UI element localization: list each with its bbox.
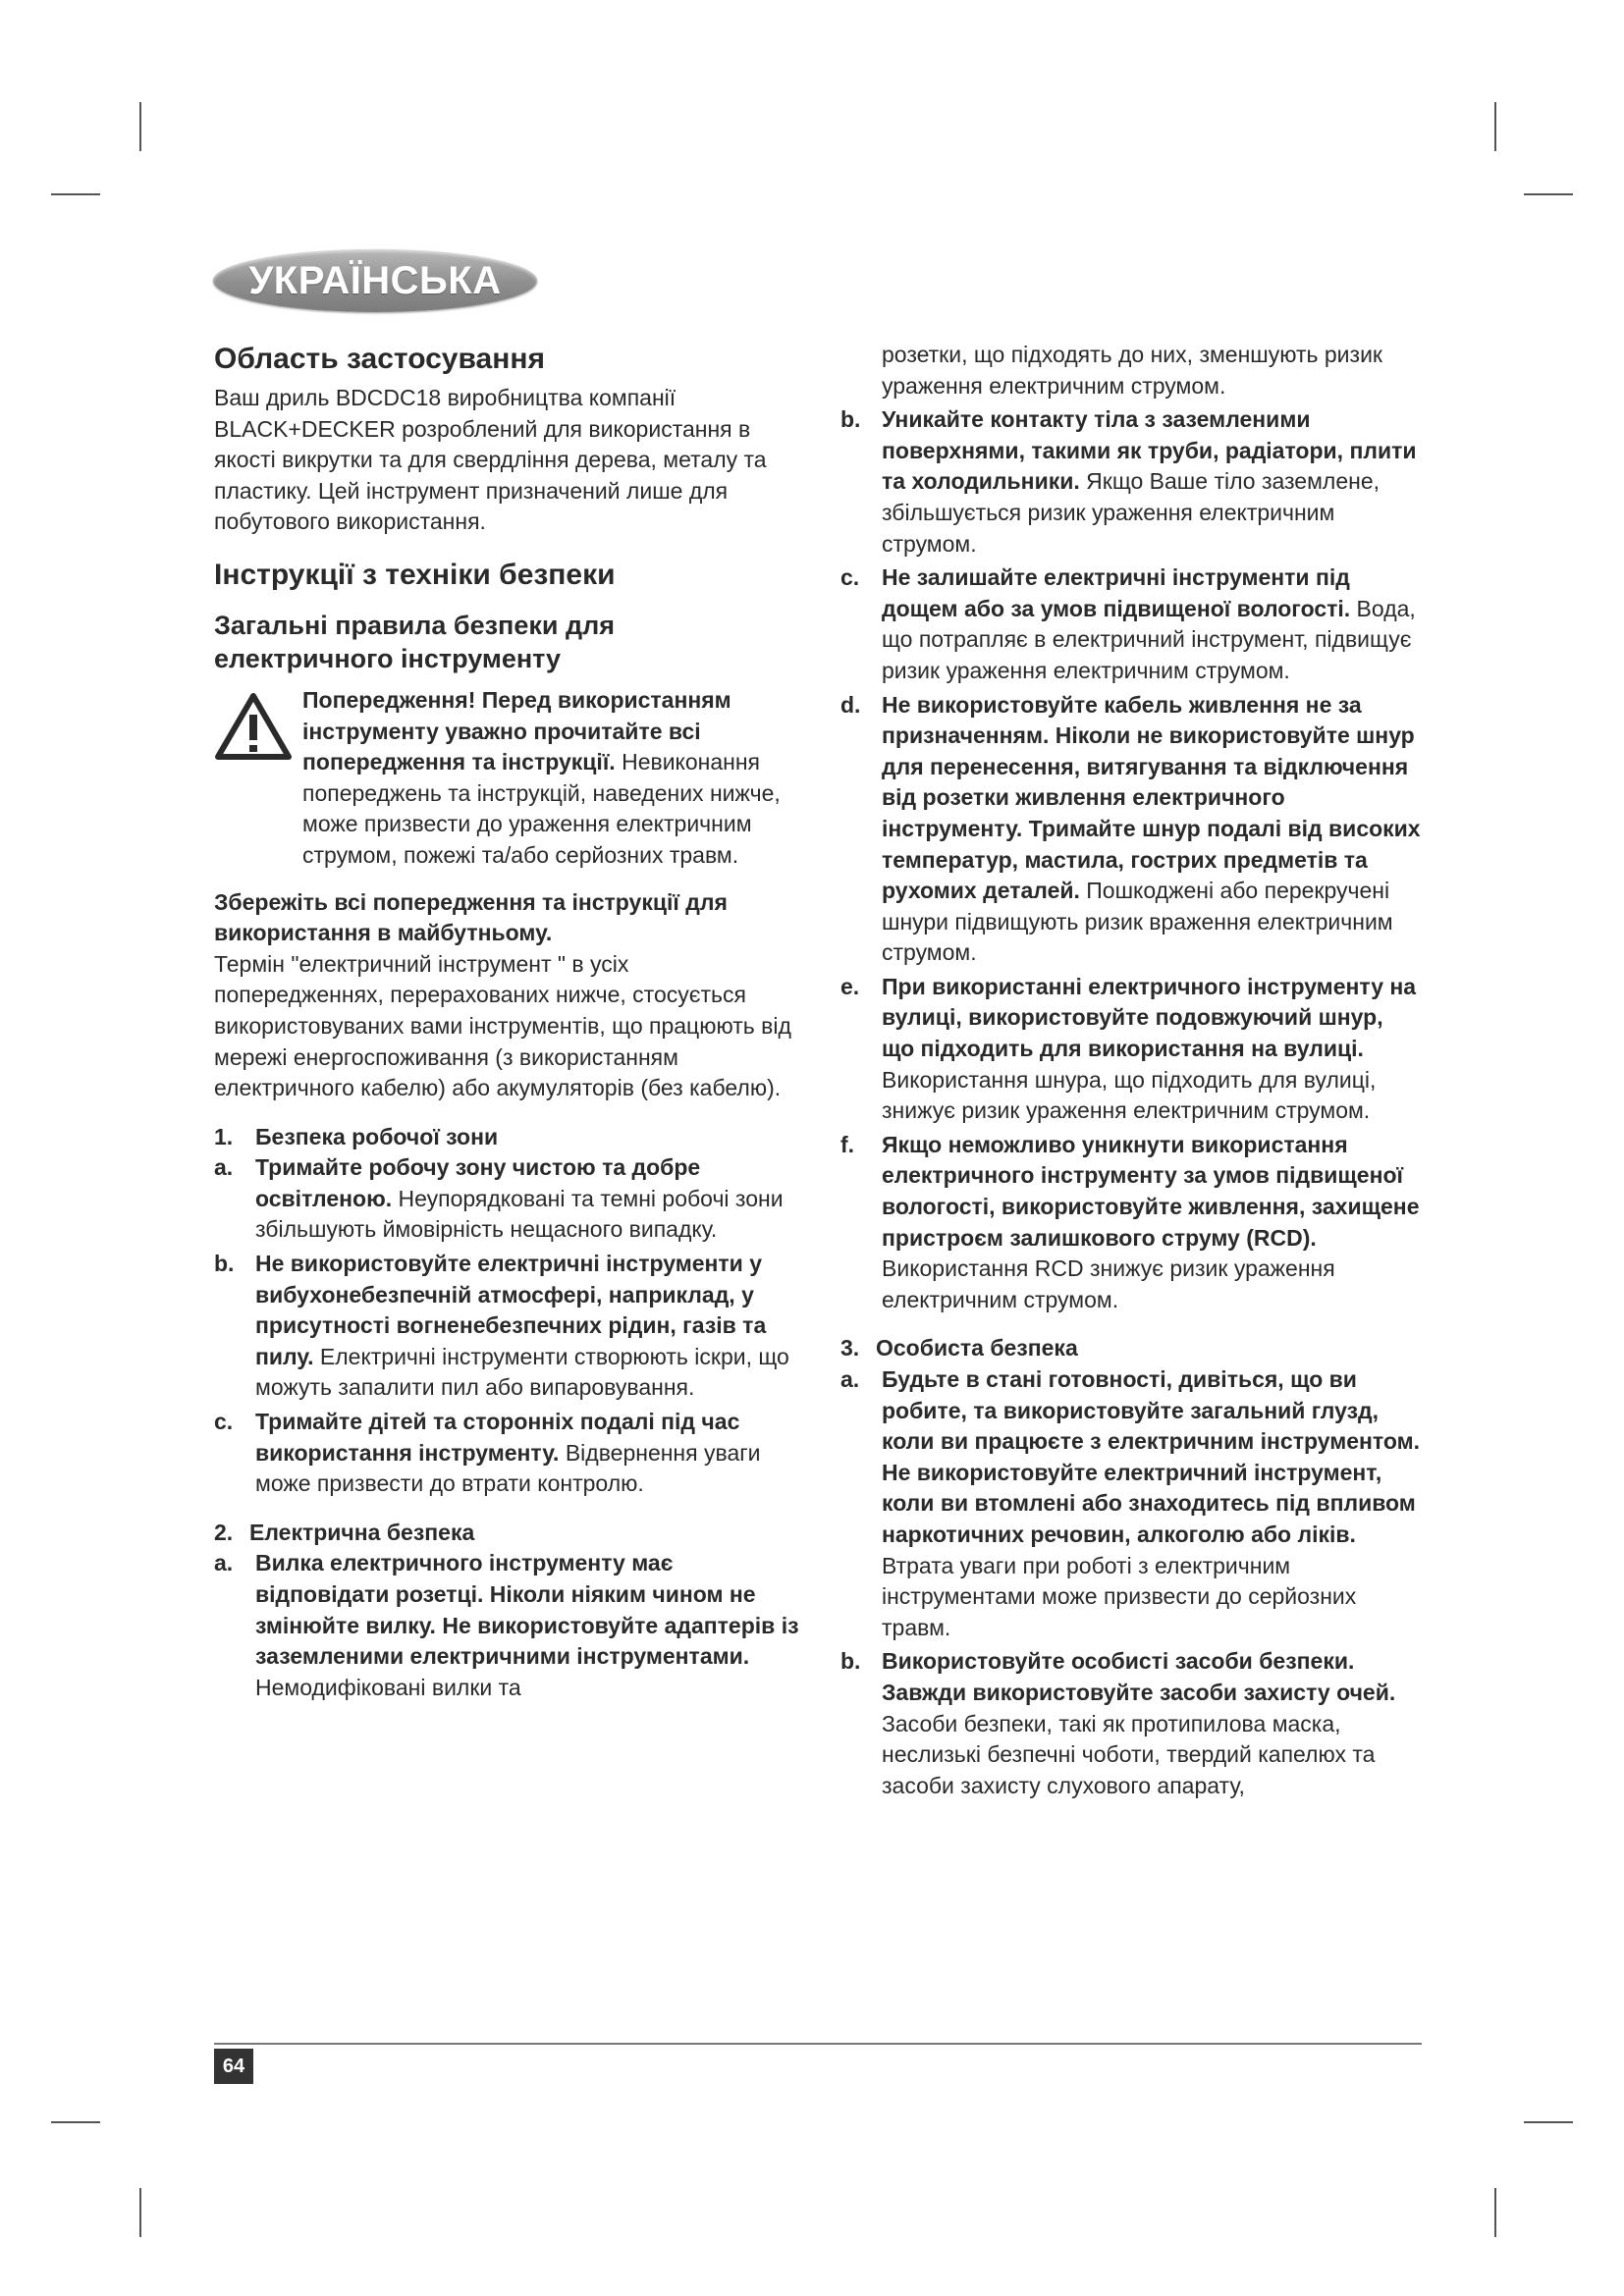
item-text: Вода, що потрапляє в електричний інструмент, підвищує ризик ураження електричним струмом. <box>882 595 1416 683</box>
section-3-heading <box>840 1333 1422 1364</box>
crop-mark <box>139 102 141 151</box>
crop-mark <box>1524 2121 1573 2123</box>
list-item <box>214 1407 801 1500</box>
safety-instructions-heading: Інструкції з техніки безпеки <box>214 558 616 591</box>
item-text: Використання шнура, що підходить для вулиці, знижує ризик ураження електричним струмом. <box>882 1066 1377 1124</box>
list-item <box>840 1364 1422 1643</box>
warning-triangle-icon <box>214 691 293 762</box>
item-bold: Уникайте контакту тіла з заземленими поверхнями, такими як труби, радіатори, плити та холодильники. <box>882 406 1417 495</box>
item-letter: e. <box>840 973 860 999</box>
item-bold: Тримайте дітей та сторонніх подалі під час використання інструменту. <box>255 1409 740 1466</box>
list-item-continuation <box>840 340 1422 401</box>
list-item <box>214 1249 801 1404</box>
item-text: Електричні інструменти створюють іскри, що можуть запалити пил або випаровування. <box>255 1343 789 1401</box>
item-letter: a. <box>214 1550 234 1576</box>
section-2-number: 2. <box>214 1519 234 1545</box>
item-bold: Не використовуйте електричні інструменти у вибухонебезпечній атмосфері, наприклад, у присутності вогненебезпечних рідин, газів та пилу. <box>255 1251 767 1369</box>
section-2-heading <box>214 1518 801 1549</box>
section-1-title: Безпека робочої зони <box>255 1123 499 1149</box>
item-bold: Будьте в стані готовності, дивіться, що ви робите, та використовуйте загальний глузд, коли ви працюєте з електричним інструментом. Не використовуйте електричний інструмент, коли ви втомлені або знаходитесь під впливом наркотичних речовин, алкоголю або ліків. <box>882 1366 1421 1547</box>
item-letter: a. <box>214 1154 234 1181</box>
item-text: Використання RCD знижує ризик ураження електричним струмом. <box>882 1255 1335 1312</box>
item-letter: b. <box>840 406 861 433</box>
section-3-number: 3. <box>840 1335 860 1362</box>
item-text: Пошкоджені або перекручені шнури підвищують ризик враження електричним струмом. <box>882 878 1393 966</box>
section-1-number: 1. <box>214 1123 234 1149</box>
warning-text <box>302 685 801 872</box>
item-text: Засоби безпеки, такі як протипилова маска, неслизькі безпечні чоботи, твердий капелюх та засоби захисту слухового апарату, <box>882 1710 1376 1798</box>
item-text: Немодифіковані вилки та <box>255 1674 521 1700</box>
section-2-title: Електрична безпека <box>249 1519 475 1545</box>
intended-use-text: Ваш дриль BDCDC18 виробництва компанії BLACK+DECKER розроблений для використання в якості викрутки та для свердління дерева, металу та пластику. Цей інструмент призначений лише для побутового використання. <box>214 385 767 535</box>
save-instructions-text: Термін "електричний інструмент " в усіх попередженнях, перерахованих нижче, стосується використовуваних вами інструментів, що працюють від мережі енергоспоживання (з використанням електричного кабелю) або акумуляторів (без кабелю). <box>214 950 791 1101</box>
crop-mark <box>51 2121 100 2123</box>
item-bold: Якщо неможливо уникнути використання електричного інструменту за умов підвищеної вологості, використовуйте живлення, захищене пристроєм залишкового струму (RCD). <box>882 1131 1420 1251</box>
left-column <box>214 340 801 1703</box>
warning-rest: Невиконання попереджень та інструкцій, наведених нижче, може призвести до ураження електричним струмом, пожежі та/або серйозних травм. <box>302 749 781 868</box>
item-letter: b. <box>840 1648 861 1675</box>
language-badge: УКРАЇНСЬКА <box>213 249 537 312</box>
crop-mark <box>51 193 100 195</box>
item-bold: Тримайте робочу зону чистою та добре освітленою. <box>255 1154 701 1211</box>
intended-use-heading: Область застосування <box>214 343 545 375</box>
item-bold: Не залишайте електричні інструменти під дощем або за умов підвищеної вологості. <box>882 564 1351 621</box>
page-number: 64 <box>214 2049 253 2084</box>
warning-block <box>214 685 801 872</box>
list-item <box>840 972 1422 1127</box>
item-letter: f. <box>840 1131 855 1157</box>
list-item <box>840 690 1422 969</box>
crop-mark <box>1494 2188 1496 2237</box>
item-letter: b. <box>214 1251 235 1277</box>
save-instructions-bold: Збережіть всі попередження та інструкції для використання в майбутньому. <box>214 888 728 946</box>
list-item <box>840 1130 1422 1316</box>
item-text: Неупорядковані та темні робочі зони збільшують ймовірність нещасного випадку. <box>255 1185 784 1243</box>
list-item <box>840 1646 1422 1801</box>
item-letter: d. <box>840 691 861 718</box>
crop-mark <box>139 2188 141 2237</box>
item-bold: Не використовуйте кабель живлення не за призначенням. Ніколи не використовуйте шнур для перенесення, витягування та відключення від розетки живлення електричного інструменту. Тримайте шнур подалі від високих температур, мастила, гострих предметів та рухомих деталей. <box>882 691 1421 904</box>
continuation-text: розетки, що підходять до них, зменшують ризик ураження електричним струмом. <box>882 342 1382 399</box>
item-letter: c. <box>840 564 860 591</box>
item-text: Якщо Ваше тіло заземлене, збільшується ризик ураження електричним струмом. <box>882 468 1380 557</box>
crop-mark <box>1524 193 1573 195</box>
list-item <box>214 1548 801 1703</box>
list-item <box>840 404 1422 560</box>
section-3-title: Особиста безпека <box>876 1335 1078 1362</box>
item-bold: При використанні електричного інструменту на вулиці, використовуйте подовжуючий шнур, що підходить для використання на вулиці. <box>882 973 1417 1062</box>
crop-mark <box>1494 102 1496 151</box>
list-item <box>840 562 1422 686</box>
item-letter: a. <box>840 1366 860 1392</box>
item-text: Втрата уваги при роботі з електричним інструментами може призвести до серйозних травм. <box>882 1552 1357 1640</box>
list-item <box>214 1152 801 1246</box>
section-1-heading <box>214 1122 801 1153</box>
warning-bold: Попередження! Перед використанням інструменту уважно прочитайте всі попередження та інструкції. <box>302 686 731 775</box>
item-letter: c. <box>214 1409 234 1435</box>
right-column <box>840 340 1422 1801</box>
item-text: Відвернення уваги може призвести до втрати контролю. <box>255 1439 761 1497</box>
footer-rule <box>214 2043 1422 2045</box>
general-safety-heading: Загальні правила безпеки для електричного інструменту <box>214 610 616 673</box>
item-bold: Використовуйте особисті засоби безпеки. Завжди використовуйте засоби захисту очей. <box>882 1648 1396 1705</box>
item-bold: Вилка електричного інструменту має відповідати розетці. Ніколи ніяким чином не змінюйте вилку. Не використовуйте адаптерів із заземленими електричними інструментами. <box>255 1550 799 1670</box>
